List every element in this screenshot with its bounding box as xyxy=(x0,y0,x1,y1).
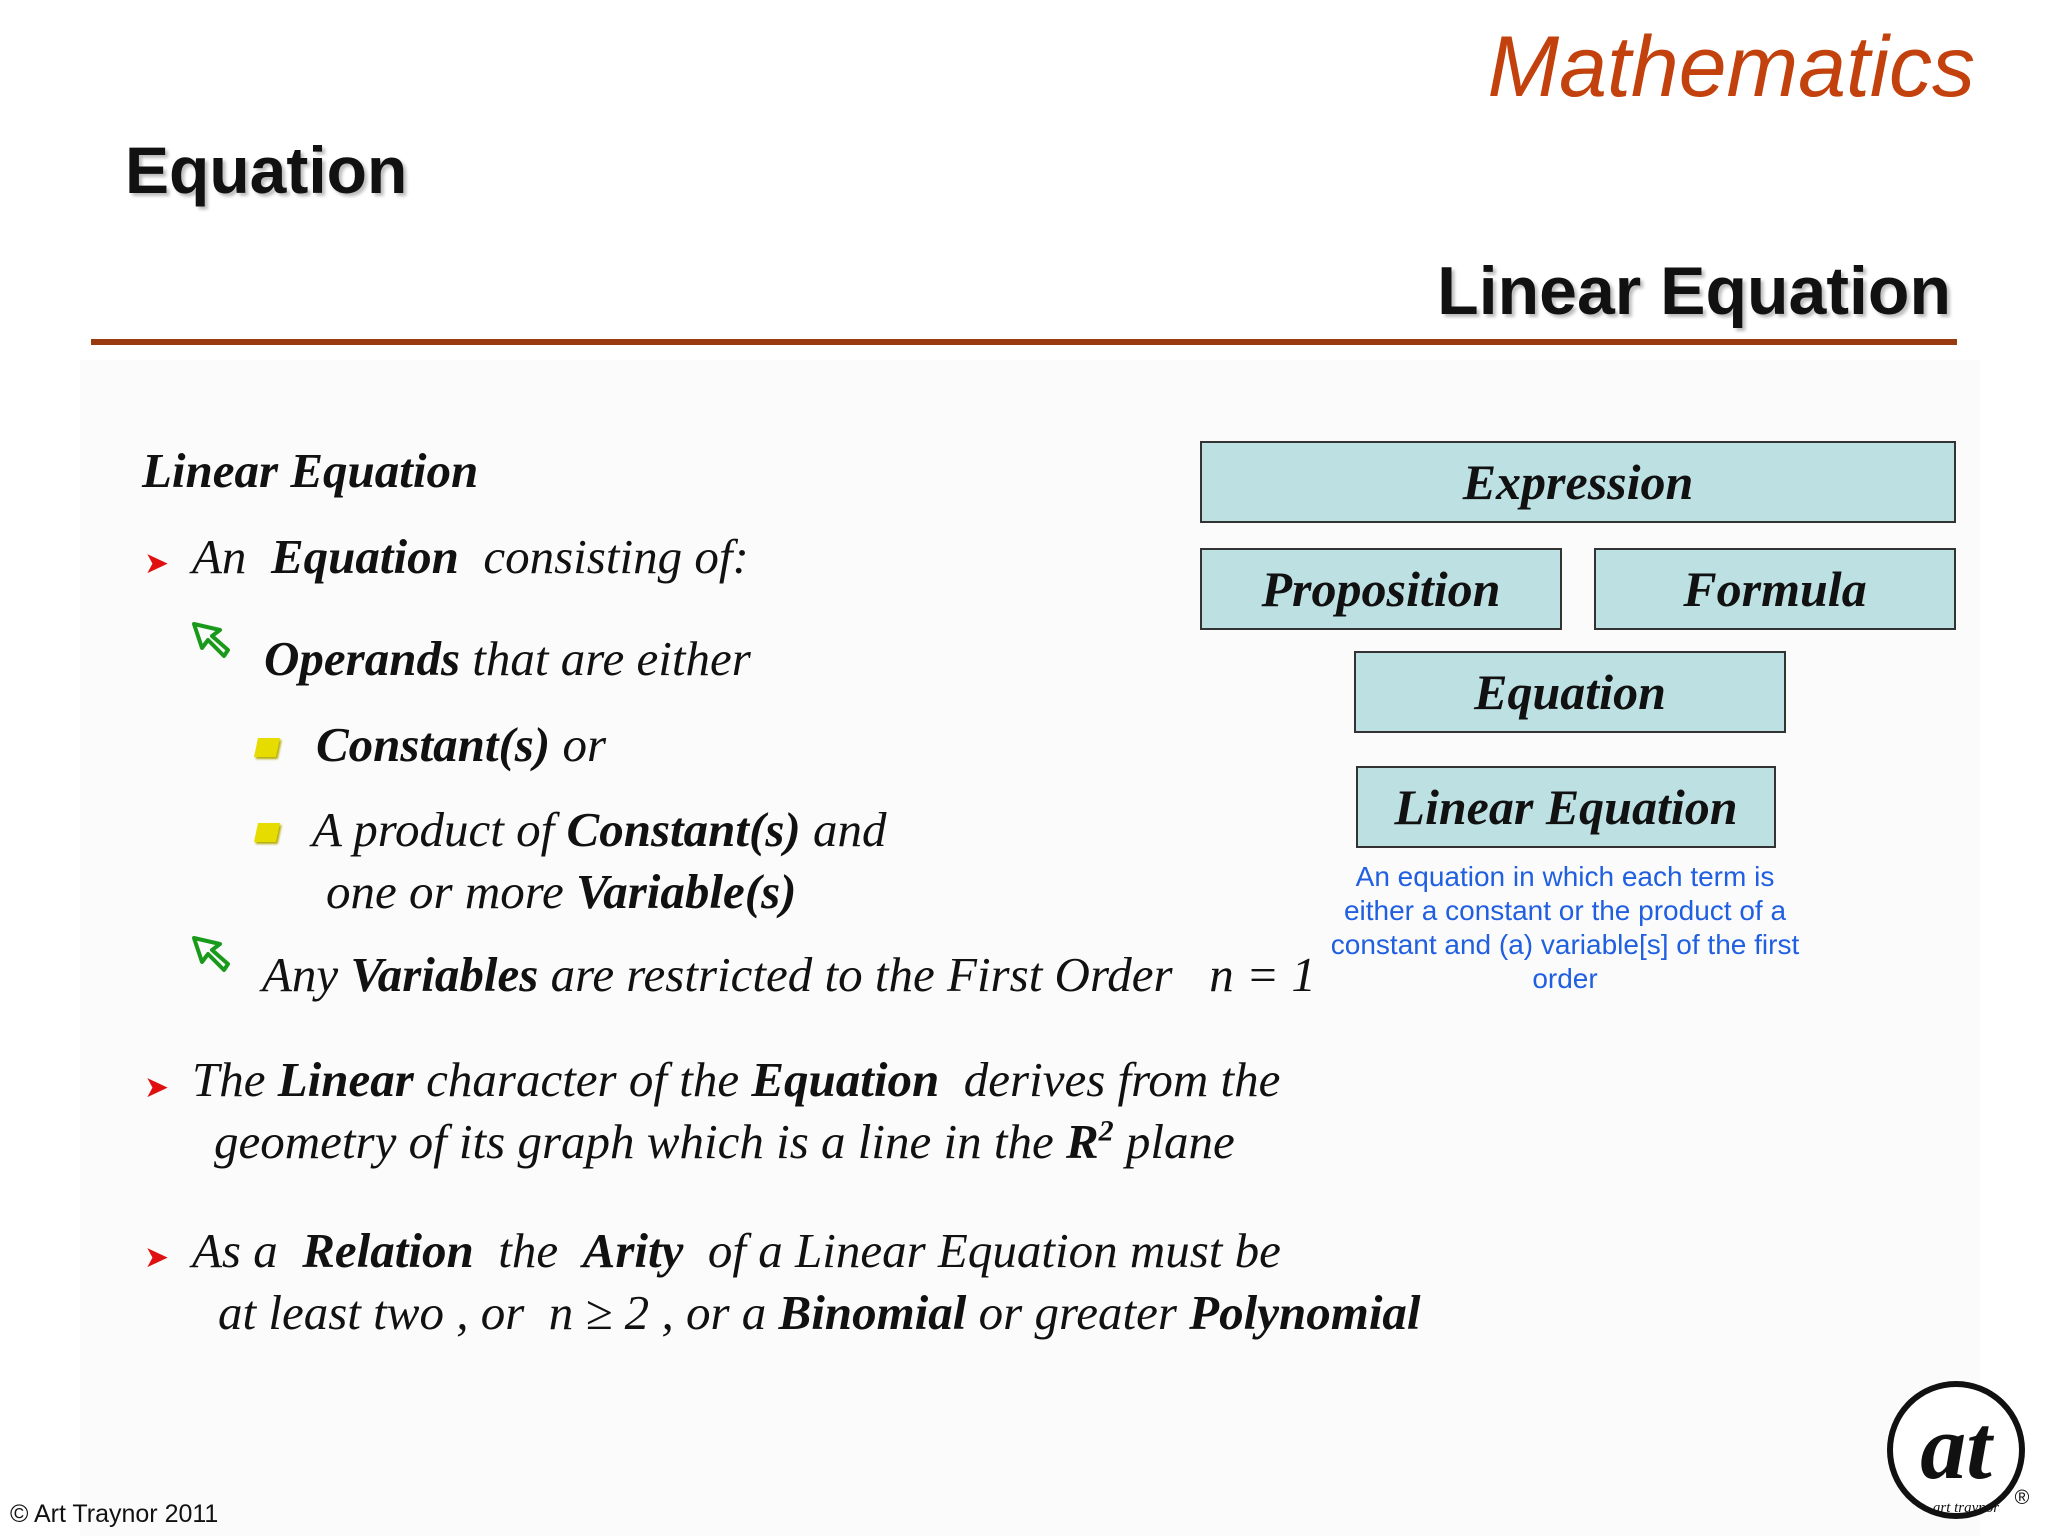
bullet-arrow-icon: ➤ xyxy=(144,1241,170,1274)
svg-text:art traynor: art traynor xyxy=(1932,1500,2000,1516)
bullet-2-line-2-bold: $R^2$ xyxy=(1065,1114,1114,1169)
bullet-2-suffix: derives from the xyxy=(963,1052,1281,1107)
svg-text:®: ® xyxy=(2014,1487,2030,1509)
bullet-2-bold-2: Equation xyxy=(751,1052,940,1107)
bullet-3-line-2-bold-1: Binomial xyxy=(778,1285,967,1340)
item-1 xyxy=(316,716,606,773)
bullet-2-line-2 xyxy=(214,1113,1235,1170)
yellow-square-icon xyxy=(254,738,280,757)
box-equation: Equation xyxy=(1354,651,1786,733)
bullet-2-line-2-suffix: plane xyxy=(1125,1114,1235,1169)
author-logo xyxy=(1884,1378,2034,1528)
item-2 xyxy=(312,801,886,858)
item-2-line-2-bold: Variable(s) xyxy=(575,864,797,919)
slide-title: Equation xyxy=(125,133,408,207)
subject-title: Mathematics xyxy=(1487,19,1975,115)
item-2-line-2-prefix: one or more xyxy=(326,864,564,919)
copyright: © Art Traynor 2011 xyxy=(10,1500,219,1528)
sub-bullet-2 xyxy=(262,946,1316,1003)
section-heading: Linear Equation xyxy=(142,443,479,498)
item-2-bold: Constant(s) xyxy=(566,802,801,857)
bullet-arrow-icon: ➤ xyxy=(144,1071,170,1104)
bullet-3-line-2-mid-2: or greater xyxy=(978,1285,1177,1340)
sub-bullet-2-bold: Variables xyxy=(350,947,539,1002)
item-2-line-2 xyxy=(326,863,796,920)
linear-equation-description: An equation in which each term is either a constant or the product of a constant and (a) variable[s] of the first order xyxy=(1330,861,1800,994)
bullet-1-prefix: An xyxy=(192,529,247,584)
sub-bullet-1 xyxy=(264,630,751,687)
sub-bullet-1-suffix: that are either xyxy=(472,631,751,686)
bullet-2-mid: character of the xyxy=(426,1052,740,1107)
box-formula: Formula xyxy=(1594,548,1956,630)
bullet-3-bold-1: Relation xyxy=(302,1223,474,1278)
bullet-3-line-2-mid: , or a xyxy=(661,1285,767,1340)
bullet-3-suffix: of a Linear Equation must be xyxy=(707,1223,1281,1278)
sub-bullet-2-suffix: are restricted to the First Order xyxy=(550,947,1173,1002)
item-2-prefix: A product of xyxy=(312,802,555,857)
bullet-3 xyxy=(192,1222,1281,1279)
bullet-3-line-2 xyxy=(218,1284,1421,1341)
box-linear-equation: Linear Equation xyxy=(1356,766,1776,848)
sub-bullet-2-math: n = 1 xyxy=(1209,947,1316,1002)
bullet-2-prefix: The xyxy=(192,1052,266,1107)
bullet-3-line-2-bold-2: Polynomial xyxy=(1189,1285,1421,1340)
box-proposition: Proposition xyxy=(1200,548,1562,630)
sub-bullet-2-prefix: Any xyxy=(262,947,339,1002)
yellow-square-icon xyxy=(254,823,280,842)
item-1-suffix: or xyxy=(562,717,607,772)
bullet-1 xyxy=(192,528,749,585)
title-divider xyxy=(91,339,1957,345)
green-arrow-icon xyxy=(188,934,232,987)
bullet-arrow-icon: ➤ xyxy=(144,547,170,580)
sub-bullet-1-bold: Operands xyxy=(264,631,461,686)
bullet-2 xyxy=(192,1051,1280,1108)
svg-text:at: at xyxy=(1920,1396,1992,1498)
bullet-3-bold-2: Arity xyxy=(582,1223,684,1278)
bullet-3-line-2-math: n ≥ 2 xyxy=(548,1285,650,1340)
bullet-3-mid: the xyxy=(498,1223,559,1278)
bullet-2-line-2-prefix: geometry of its graph which is a line in the xyxy=(214,1114,1054,1169)
bullet-3-line-2-prefix: at least two , or xyxy=(218,1285,525,1340)
item-2-suffix: and xyxy=(812,802,887,857)
bullet-3-prefix: As a xyxy=(192,1223,278,1278)
green-arrow-icon xyxy=(188,620,232,673)
box-expression: Expression xyxy=(1200,441,1956,523)
bullet-1-suffix: consisting of: xyxy=(483,529,749,584)
slide-subtitle: Linear Equation xyxy=(1437,253,1951,329)
bullet-2-bold-1: Linear xyxy=(277,1052,414,1107)
bullet-1-bold: Equation xyxy=(270,529,459,584)
item-1-bold: Constant(s) xyxy=(316,717,551,772)
